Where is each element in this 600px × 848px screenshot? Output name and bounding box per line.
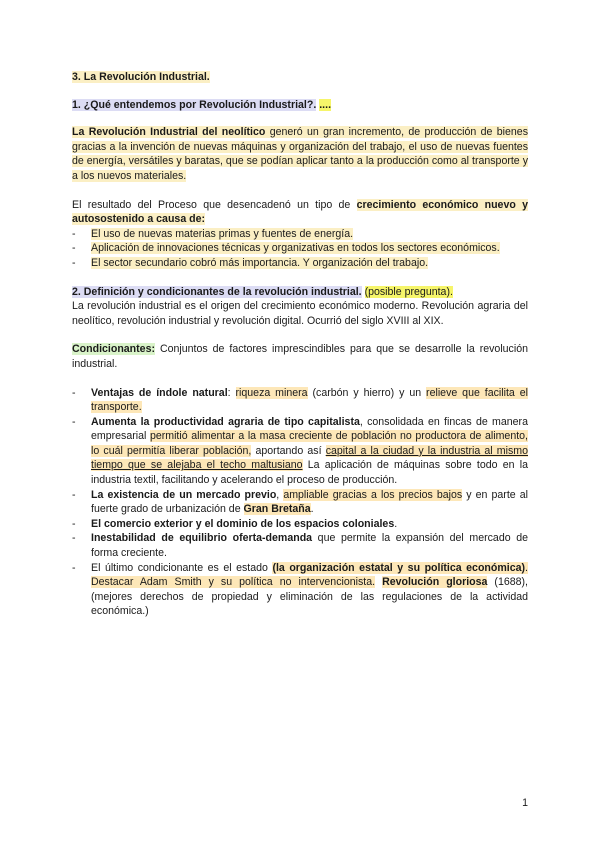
list-item: - Inestabilidad de equilibrio oferta-demanda que permite la expansión del mercado de forma creciente. xyxy=(72,531,528,560)
paragraph-condicionantes: Condicionantes: Conjuntos de factores imprescindibles para que se desarrolle la revolución industrial. xyxy=(72,343,528,370)
list-item: - La existencia de un mercado previo, ampliable gracias a los precios bajos y en parte al fuerte grado de urbanización de Gran Bretaña. xyxy=(72,488,528,517)
document-page xyxy=(72,70,528,619)
section-heading: 3. La Revolución Industrial. xyxy=(72,71,210,83)
list-item: - El uso de nuevas materias primas y fuentes de energía. xyxy=(72,227,528,242)
question-2-note: (posible pregunta). xyxy=(364,285,453,298)
page-number: 1 xyxy=(522,797,528,809)
causes-list xyxy=(72,227,528,271)
paragraph-resultado: El resultado del Proceso que desencadenó un tipo de crecimiento económico nuevo y autosostenido a causa de: xyxy=(72,198,528,226)
question-1-marker: .... xyxy=(319,98,332,111)
list-item: - El último condicionante es el estado (la organización estatal y su política económica). Destacar Adam Smith y su política no intervencionista. Revolución gloriosa (1688), (mejores derechos de propiedad y eliminación de las regulaciones de la actividad económica.) xyxy=(72,561,528,619)
paragraph-definicion: La revolución industrial es el origen del crecimiento económico moderno. Revolución agraria del neolítico, revolución industrial y revolución digital. Ocurrió del siglo XVIII al XIX. xyxy=(72,300,528,327)
condicionantes-list xyxy=(72,386,528,620)
list-item: - Ventajas de índole natural: riqueza minera (carbón y hierro) y un relieve que facilita el transporte. xyxy=(72,386,528,415)
question-2-heading: 2. Definición y condicionantes de la revolución industrial. (posible pregunta). xyxy=(72,285,453,298)
list-item: - El comercio exterior y el dominio de los espacios coloniales. xyxy=(72,517,528,532)
paragraph-neolitico: La Revolución Industrial del neolítico generó un gran incremento, de producción de bienes gracias a la invención de nuevas máquinas y organización del trabajo, el uso de nuevas fuentes de energía, versátiles y baratas, que se podían aplicar tanto a la producción como al transporte y a los nuevos materiales. xyxy=(72,126,528,182)
list-item: - Aumenta la productividad agraria de tipo capitalista, consolidada en fincas de manera empresarial permitió alimentar a la masa creciente de población no productora de alimento, lo cuál permitía liberar población, aportando así capital a la ciudad y la industria al mismo tiempo que se alejaba el techo maltusiano La aplicación de máquinas sobre todo en la industria textil, facilitando y acelerando el proceso de producción. xyxy=(72,415,528,488)
list-item: - Aplicación de innovaciones técnicas y organizativas en todos los sectores económicos. xyxy=(72,241,528,256)
list-item: - El sector secundario cobró más importancia. Y organización del trabajo. xyxy=(72,256,528,271)
question-1-heading: 1. ¿Qué entendemos por Revolución Industrial?. .... xyxy=(72,98,332,111)
